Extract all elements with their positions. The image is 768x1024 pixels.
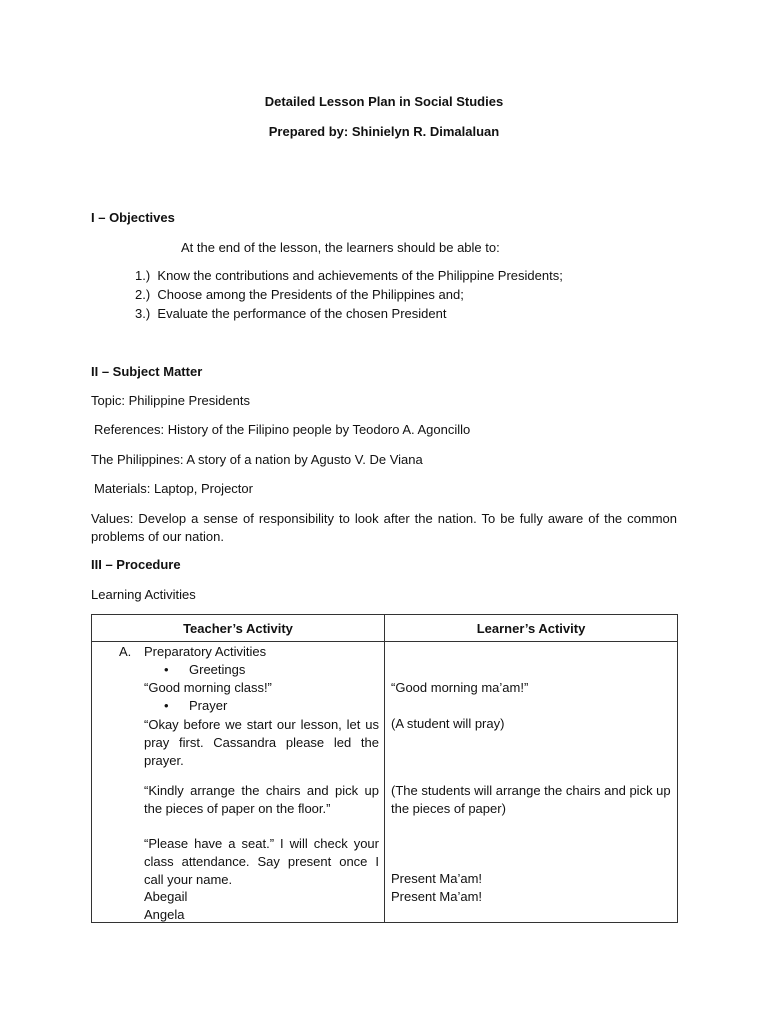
learner-greeting: “Good morning ma’am!” bbox=[391, 680, 529, 695]
student-name-1: Abegail bbox=[144, 889, 188, 904]
objective-text: Evaluate the performance of the chosen President bbox=[157, 306, 447, 321]
teacher-attendance-text: “Please have a seat.” I will check your class attendance. Say present once I call your name. bbox=[144, 836, 379, 887]
student-name-2: Angela bbox=[144, 907, 185, 922]
section-letter: A. bbox=[119, 644, 132, 659]
teacher-prayer-text: “Okay before we start our lesson, let us pray first. Cassandra please led the prayer. bbox=[144, 717, 379, 768]
bullet-icon: • bbox=[164, 662, 169, 677]
prayer-label: Prayer bbox=[189, 698, 228, 713]
references-line: References: History of the Filipino people by Teodoro A. Agoncillo bbox=[94, 422, 471, 437]
objective-number: 1.) bbox=[135, 268, 151, 283]
topic-line: Topic: Philippine Presidents bbox=[91, 393, 250, 408]
table-header-row bbox=[92, 615, 678, 642]
prepared-by bbox=[0, 124, 768, 139]
bullet-icon: • bbox=[164, 698, 169, 713]
objective-number: 2.) bbox=[135, 287, 151, 302]
learning-activities-label: Learning Activities bbox=[91, 587, 196, 602]
procedure-heading: III – Procedure bbox=[91, 557, 181, 572]
objective-item-1 bbox=[135, 268, 563, 283]
teacher-activity-header: Teacher’s Activity bbox=[92, 615, 385, 642]
objectives-heading: I – Objectives bbox=[91, 210, 175, 225]
teacher-arrange-text: “Kindly arrange the chairs and pick up the pieces of paper on the floor.” bbox=[144, 783, 379, 816]
learner-present-2: Present Ma’am! bbox=[391, 889, 483, 904]
activity-table bbox=[91, 614, 678, 923]
teacher-activity-cell bbox=[92, 642, 385, 923]
teacher-greeting: “Good morning class!” bbox=[144, 680, 272, 695]
table-row bbox=[92, 642, 678, 923]
learner-activity-header: Learner’s Activity bbox=[385, 615, 678, 642]
objective-number: 3.) bbox=[135, 306, 151, 321]
learner-activity-cell bbox=[385, 642, 678, 923]
subject-matter-heading: II – Subject Matter bbox=[91, 364, 203, 379]
section-title: Preparatory Activities bbox=[144, 644, 267, 659]
prepared-by-label: Prepared by: bbox=[268, 124, 349, 139]
learner-prayer: (A student will pray) bbox=[391, 716, 505, 731]
values-paragraph: Values: Develop a sense of responsibility to look after the nation. To be fully aware of the common problems of our nation. bbox=[91, 511, 677, 544]
learner-present-1: Present Ma’am! bbox=[391, 871, 483, 886]
objectives-intro: At the end of the lesson, the learners should be able to: bbox=[181, 240, 500, 255]
learner-arrange: (The students will arrange the chairs and pick up the pieces of paper) bbox=[391, 783, 671, 816]
objective-text: Choose among the Presidents of the Philippines and; bbox=[157, 287, 464, 302]
objective-item-3 bbox=[135, 306, 446, 321]
prepared-by-name: Shinielyn R. Dimalaluan bbox=[351, 124, 500, 139]
objective-text: Know the contributions and achievements of the Philippine Presidents; bbox=[157, 268, 563, 283]
materials-line: Materials: Laptop, Projector bbox=[94, 481, 253, 496]
objective-item-2 bbox=[135, 287, 464, 302]
greetings-label: Greetings bbox=[189, 662, 246, 677]
reference-line-2: The Philippines: A story of a nation by Agusto V. De Viana bbox=[91, 452, 423, 467]
document-title: Detailed Lesson Plan in Social Studies bbox=[264, 94, 504, 109]
